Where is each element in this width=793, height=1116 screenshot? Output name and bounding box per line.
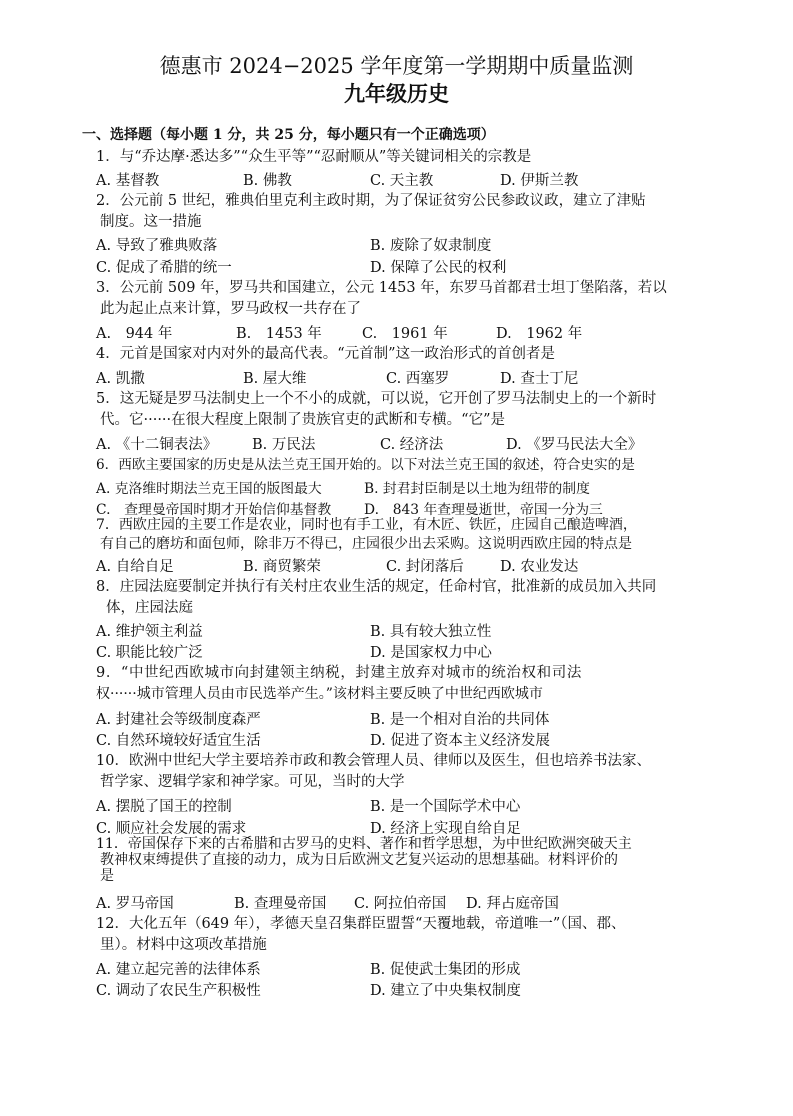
stem-line: 3．公元前 509 年，罗马共和国建立，公元 1453 年，东罗马首都君士坦丁堡陷落，若以 <box>96 280 667 296</box>
question-4-stem <box>96 344 705 365</box>
stem-line: 11．帝国保存下来的古希腊和古罗马的史料、著作和哲学思想，为中世纪欧洲突破天主 <box>96 836 632 852</box>
option-d: D. 是国家权力中心 <box>370 645 492 661</box>
stem-line: 哲学家、逻辑学家和神学家。可见，当时的大学 <box>100 774 405 790</box>
option-c: C. 职能比较广泛 <box>96 645 203 661</box>
stem-line: 7．西欧庄园的主要工作是农业，同时也有手工业，有木匠、铁匠，庄园自己酿造啤酒， <box>96 517 637 533</box>
stem-line: 权······城市管理人员由市民选举产生。”该材料主要反映了中世纪西欧城市 <box>96 686 543 702</box>
option-b: B. 1453 年 <box>236 326 322 342</box>
stem-line: 有自己的磨坊和面包师，除非万不得已，庄园很少出去采购。这说明西欧庄园的特点是 <box>100 536 632 552</box>
stem-line: 12．大化五年（649 年），孝德天皇召集群臣盟誓“天覆地载，帝道唯一”（国、郡、 <box>96 916 626 932</box>
option-d: D. 农业发达 <box>500 559 579 575</box>
question-2-stem <box>96 191 705 233</box>
option-a: A. 自给自足 <box>96 559 174 575</box>
option-c: C. 1961 年 <box>362 326 448 342</box>
stem-line: 2．公元前 5 世纪，雅典伯里克利主政时期，为了保证贫穷公民参政议政，建立了津贴 <box>96 193 646 209</box>
option-a: A. 《十二铜表法》 <box>96 437 218 453</box>
question-11-stem <box>96 836 711 884</box>
option-b: B. 商贸繁荣 <box>243 559 321 575</box>
option-d: D. 《罗马民法大全》 <box>506 437 643 453</box>
option-b: B. 促使武士集团的形成 <box>370 962 521 978</box>
question-1-options <box>96 169 706 190</box>
question-8-stem <box>96 577 705 619</box>
stem-line: 制度。这一措施 <box>100 214 202 230</box>
question-5-options <box>96 433 706 454</box>
question-12-options-row2 <box>96 979 706 1000</box>
option-d: D. 1962 年 <box>496 326 583 342</box>
question-10-stem <box>96 751 705 793</box>
option-c: C. 顺应社会发展的需求 <box>96 821 247 837</box>
option-b: B. 封君封臣制是以土地为纽带的制度 <box>364 481 590 497</box>
option-d: D. 拜占庭帝国 <box>466 896 559 912</box>
option-a: A. 罗马帝国 <box>96 896 174 912</box>
option-b: B. 屋大维 <box>243 371 307 387</box>
option-a: A. 摆脱了国王的控制 <box>96 799 232 815</box>
question-1-stem <box>96 147 705 168</box>
option-a: A. 基督教 <box>96 173 160 189</box>
question-10-options-row1 <box>96 795 706 816</box>
option-c: C. 调动了农民生产积极性 <box>96 983 261 999</box>
question-5-stem <box>96 389 705 431</box>
stem-line: 是 <box>100 868 114 884</box>
option-c: C. 天主教 <box>370 173 434 189</box>
stem-line: 教神权束缚提供了直接的动力，成为日后欧洲文艺复兴运动的思想基础。材料评价的 <box>100 852 618 868</box>
stem-line: 4．元首是国家对内对外的最高代表。“元首制”这一政治形式的首创者是 <box>96 346 556 362</box>
option-a: A. 封建社会等级制度森严 <box>96 712 261 728</box>
question-8-options-row1 <box>96 620 706 641</box>
option-c: C. 促成了希腊的统一 <box>96 260 232 276</box>
question-3-stem <box>96 278 705 320</box>
option-b: B. 佛教 <box>243 173 292 189</box>
stem-line: 体，庄园法庭 <box>106 600 193 616</box>
option-c: C. 经济法 <box>380 437 444 453</box>
question-7-stem <box>96 516 713 554</box>
question-6-stem <box>96 455 723 476</box>
question-9-options-row1 <box>96 708 706 729</box>
question-6-options-row1 <box>96 477 736 498</box>
option-c: C. 封闭落后 <box>386 559 464 575</box>
stem-line: 1．与“乔达摩·悉达多”“众生平等”“忍耐顺从”等关键词相关的宗教是 <box>96 149 532 165</box>
option-d: D. 建立了中央集权制度 <box>370 983 521 999</box>
question-4-options <box>96 367 706 388</box>
option-c: C. 自然环境较好适宜生活 <box>96 733 261 749</box>
stem-line: 此为起止点来计算，罗马政权一共存在了 <box>100 301 361 317</box>
exam-subtitle: 九年级历史 <box>344 81 449 106</box>
option-b: B. 是一个国际学术中心 <box>370 799 521 815</box>
option-b: B. 万民法 <box>252 437 316 453</box>
option-b: B. 查理曼帝国 <box>234 896 327 912</box>
option-b: B. 是一个相对自治的共同体 <box>370 712 550 728</box>
stem-line: 里）。材料中这项改革措施 <box>100 937 267 953</box>
stem-line: 10．欧洲中世纪大学主要培养市政和教会管理人员、律师以及医生，但也培养书法家、 <box>96 753 651 769</box>
option-d: D. 查士丁尼 <box>500 371 579 387</box>
option-d: D. 伊斯兰教 <box>500 173 579 189</box>
option-d: D. 843 年查理曼逝世，帝国一分为三 <box>364 502 603 518</box>
stem-line: 8．庄园法庭要制定并执行有关村庄农业生活的规定，任命村官，批准新的成员加入共同 <box>96 579 657 595</box>
question-7-options <box>96 555 706 576</box>
option-a: A. 建立起完善的法律体系 <box>96 962 261 978</box>
option-d: D. 保障了公民的权利 <box>370 260 507 276</box>
question-11-options <box>96 892 706 913</box>
option-c: C. 查理曼帝国时期才开始信仰基督教 <box>96 502 332 518</box>
section-heading: 一、选择题（每小题 1 分，共 25 分，每小题只有一个正确选项） <box>82 127 495 143</box>
option-c: C. 阿拉伯帝国 <box>354 896 447 912</box>
stem-line: 代。它······在很大程度上限制了贵族官吏的武断和专横。“它”是 <box>100 412 505 428</box>
question-2-options-row2 <box>96 256 706 277</box>
stem-line: 5．这无疑是罗马法制史上一个不小的成就，可以说，它开创了罗马法制史上的一个新时 <box>96 391 657 407</box>
question-9-options-row2 <box>96 729 706 750</box>
option-a: A. 944 年 <box>96 326 173 342</box>
question-12-options-row1 <box>96 958 706 979</box>
option-b: B. 具有较大独立性 <box>370 624 492 640</box>
question-8-options-row2 <box>96 641 706 662</box>
stem-line: 9．“中世纪西欧城市向封建领主纳税，封建主放弃对城市的统治权和司法 <box>96 665 582 681</box>
question-2-options-row1 <box>96 234 706 255</box>
option-b: B. 废除了奴隶制度 <box>370 238 492 254</box>
option-c: C. 西塞罗 <box>386 371 450 387</box>
question-9-stem <box>96 663 705 705</box>
option-d: D. 经济上实现自给自足 <box>370 821 521 837</box>
question-12-stem <box>96 914 705 956</box>
option-a: A. 导致了雅典败落 <box>96 238 218 254</box>
option-a: A. 维护领主利益 <box>96 624 203 640</box>
option-a: A. 凯撒 <box>96 371 145 387</box>
option-d: D. 促进了资本主义经济发展 <box>370 733 550 749</box>
question-3-options <box>96 322 706 343</box>
stem-line: 6．西欧主要国家的历史是从法兰克王国开始的。以下对法兰克王国的叙述，符合史实的是 <box>96 457 635 473</box>
exam-title: 德惠市 2024−2025 学年度第一学期期中质量监测 <box>159 54 634 78</box>
question-10-options-row2 <box>96 817 706 838</box>
option-a: A. 克洛维时期法兰克王国的版图最大 <box>96 481 322 497</box>
